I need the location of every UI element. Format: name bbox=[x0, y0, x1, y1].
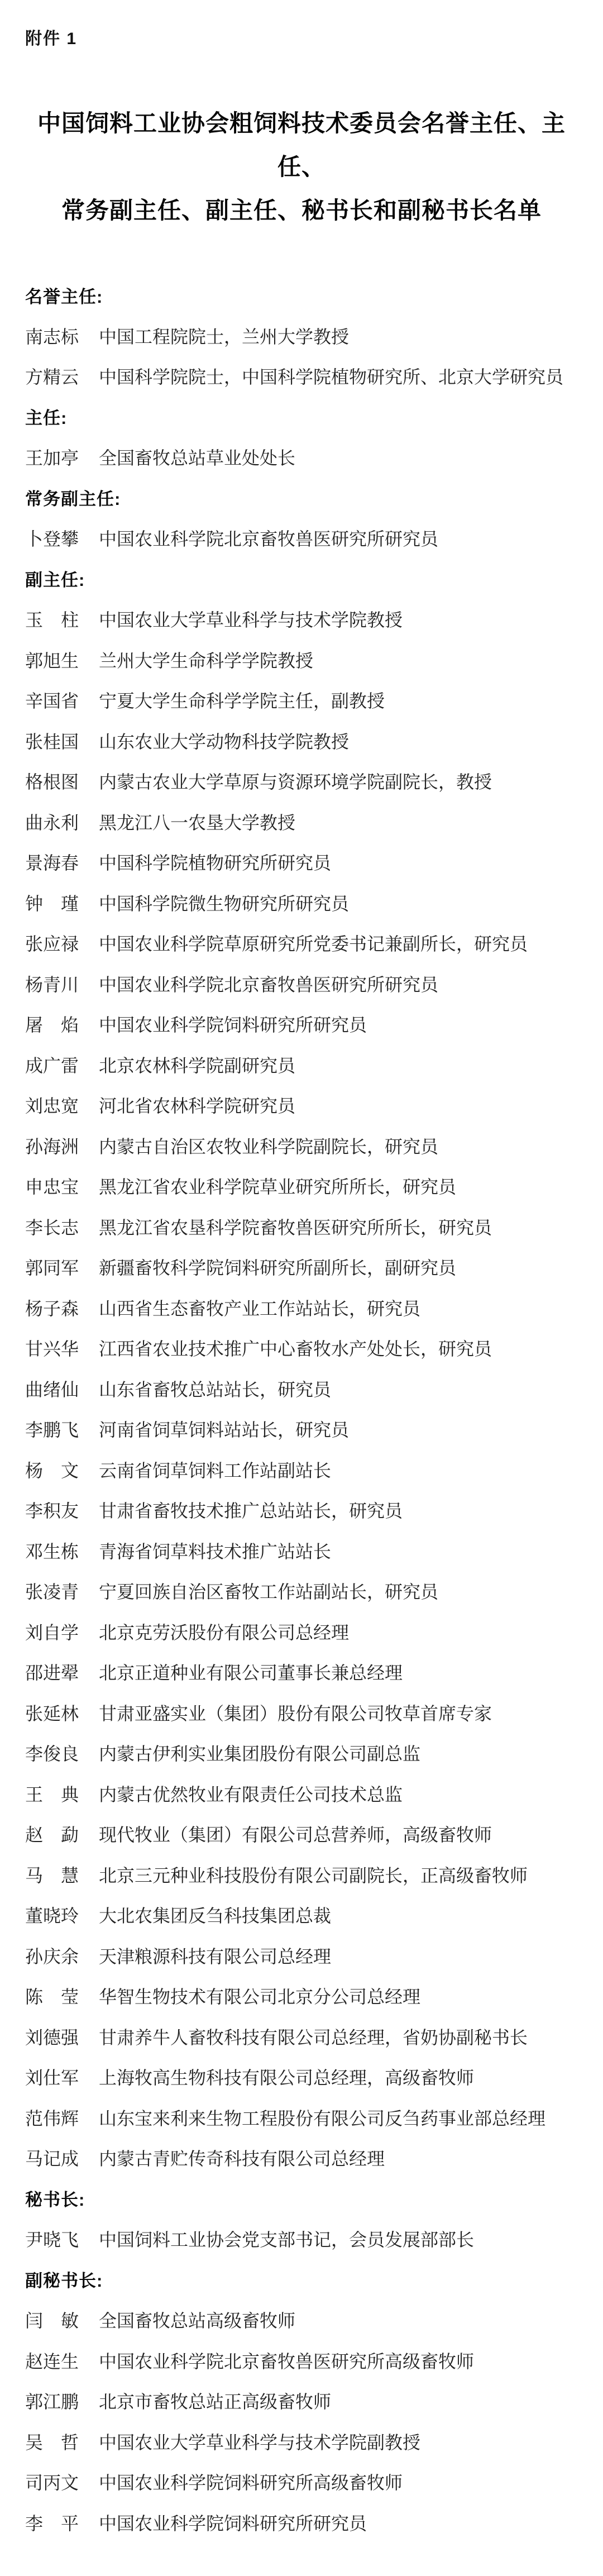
member-name: 刘自学 bbox=[25, 1621, 79, 1643]
member-name: 李鹏飞 bbox=[25, 1419, 79, 1441]
member-title: 山东宝来利来生物工程股份有限公司反刍药事业部总经理 bbox=[99, 2107, 546, 2129]
roster-row bbox=[25, 2421, 578, 2462]
roster-row bbox=[25, 1125, 578, 1166]
member-name: 杨 文 bbox=[25, 1459, 79, 1481]
member-title: 内蒙古自治区农牧业科学院副院长，研究员 bbox=[99, 1136, 439, 1157]
roster-row bbox=[25, 2340, 578, 2381]
member-title: 现代牧业（集团）有限公司总营养师，高级畜牧师 bbox=[99, 1824, 492, 1846]
member-title: 大北农集团反刍科技集团总裁 bbox=[99, 1905, 332, 1927]
roster-row bbox=[25, 1490, 578, 1530]
section-heading: 常务副主任: bbox=[25, 489, 121, 509]
member-title: 云南省饲草饲料工作站副站长 bbox=[99, 1459, 332, 1481]
roster-row bbox=[25, 680, 578, 721]
member-title: 甘肃省畜牧技术推广总站站长，研究员 bbox=[99, 1500, 403, 1522]
member-title: 中国饲料工业协会党支部书记，会员发展部部长 bbox=[99, 2229, 475, 2251]
member-name: 钟 瑾 bbox=[25, 893, 79, 914]
roster-row bbox=[25, 2219, 578, 2259]
member-name: 范伟辉 bbox=[25, 2107, 79, 2129]
roster-row bbox=[25, 2138, 578, 2178]
roster-row bbox=[25, 518, 578, 559]
member-title: 北京正道种业有限公司董事长兼总经理 bbox=[99, 1662, 403, 1684]
roster-row bbox=[25, 1571, 578, 1611]
member-title: 宁夏大学生命科学学院主任，副教授 bbox=[99, 690, 385, 712]
roster-row bbox=[25, 2097, 578, 2138]
member-name: 杨子森 bbox=[25, 1297, 79, 1319]
member-name: 曲绪仙 bbox=[25, 1378, 79, 1400]
member-title: 黑龙江省农垦科学院畜牧兽医研究所所长，研究员 bbox=[99, 1217, 492, 1238]
member-name: 刘德强 bbox=[25, 2026, 79, 2048]
roster-row bbox=[25, 2016, 578, 2057]
roster-row bbox=[25, 1328, 578, 1368]
member-name: 郭旭生 bbox=[25, 650, 79, 671]
roster-row bbox=[25, 640, 578, 680]
section-heading: 名誉主任: bbox=[25, 287, 103, 307]
member-title: 中国科学院微生物研究所研究员 bbox=[99, 893, 350, 914]
roster-row bbox=[25, 761, 578, 802]
roster-row bbox=[25, 1004, 578, 1044]
roster-row bbox=[25, 1449, 578, 1490]
member-title: 内蒙古农业大学草原与资源环境学院副院长，教授 bbox=[99, 771, 492, 793]
page-title-line-2: 常务副主任、副主任、秘书长和副秘书长名单 bbox=[61, 197, 542, 223]
member-name: 赵连生 bbox=[25, 2350, 79, 2372]
roster-row bbox=[25, 1044, 578, 1085]
roster-row bbox=[25, 1530, 578, 1571]
roster-row bbox=[25, 2502, 578, 2543]
member-name: 赵 勐 bbox=[25, 1824, 79, 1846]
roster-row bbox=[25, 882, 578, 923]
roster-row bbox=[25, 1976, 578, 2016]
member-name: 马记成 bbox=[25, 2148, 79, 2170]
member-title: 中国农业大学草业科学与技术学院副教授 bbox=[99, 2431, 421, 2453]
member-title: 河北省农林科学院研究员 bbox=[99, 1095, 296, 1117]
member-title: 全国畜牧总站草业处处长 bbox=[99, 447, 296, 469]
roster-row bbox=[25, 1814, 578, 1854]
member-title: 新疆畜牧科学院饲料研究所副所长，副研究员 bbox=[99, 1257, 457, 1279]
member-title: 中国科学院院士，中国科学院植物研究所、北京大学研究员 bbox=[99, 366, 564, 388]
member-title: 北京克劳沃股份有限公司总经理 bbox=[99, 1621, 350, 1643]
member-name: 李长志 bbox=[25, 1217, 79, 1238]
member-title: 内蒙古伊利实业集团股份有限公司副总监 bbox=[99, 1743, 421, 1765]
roster-row bbox=[25, 923, 578, 963]
roster-row bbox=[25, 1935, 578, 1976]
member-name: 张应禄 bbox=[25, 933, 79, 955]
member-title: 北京农林科学院副研究员 bbox=[99, 1055, 296, 1076]
member-title: 中国农业科学院饲料研究所研究员 bbox=[99, 2512, 367, 2534]
member-name: 屠 焰 bbox=[25, 1014, 79, 1036]
member-title: 全国畜牧总站高级畜牧师 bbox=[99, 2310, 296, 2332]
member-title: 河南省饲草饲料站站长，研究员 bbox=[99, 1419, 350, 1441]
member-title: 上海牧高生物科技有限公司总经理，高级畜牧师 bbox=[99, 2067, 475, 2089]
member-title: 天津粮源科技有限公司总经理 bbox=[99, 1945, 332, 1967]
member-title: 内蒙古青贮传奇科技有限公司总经理 bbox=[99, 2148, 385, 2170]
member-name: 景海春 bbox=[25, 852, 79, 874]
roster-row bbox=[25, 1692, 578, 1733]
member-name: 孙庆余 bbox=[25, 1945, 79, 1967]
member-name: 李 平 bbox=[25, 2512, 79, 2534]
member-name: 尹晓飞 bbox=[25, 2229, 79, 2251]
roster-row bbox=[25, 721, 578, 761]
roster-list bbox=[25, 275, 578, 2542]
roster-row bbox=[25, 1206, 578, 1247]
roster-row bbox=[25, 1733, 578, 1773]
member-name: 王加亭 bbox=[25, 447, 79, 469]
member-title: 甘肃亚盛实业（集团）股份有限公司牧草首席专家 bbox=[99, 1702, 492, 1724]
member-title: 宁夏回族自治区畜牧工作站副站长，研究员 bbox=[99, 1581, 439, 1603]
roster-row bbox=[25, 802, 578, 842]
member-name: 张凌青 bbox=[25, 1581, 79, 1603]
member-title: 中国工程院院士，兰州大学教授 bbox=[99, 326, 350, 347]
member-name: 南志标 bbox=[25, 326, 79, 347]
roster-row bbox=[25, 1085, 578, 1125]
section-heading: 副主任: bbox=[25, 570, 85, 590]
member-title: 中国农业科学院饲料研究所研究员 bbox=[99, 1014, 367, 1036]
roster-row bbox=[25, 1854, 578, 1895]
roster-row bbox=[25, 437, 578, 478]
roster-row bbox=[25, 2461, 578, 2502]
roster-row bbox=[25, 1773, 578, 1814]
roster-row bbox=[25, 1368, 578, 1409]
member-name: 甘兴华 bbox=[25, 1338, 79, 1360]
member-title: 中国农业科学院北京畜牧兽医研究所研究员 bbox=[99, 974, 439, 995]
member-name: 陈 莹 bbox=[25, 1986, 79, 2008]
member-name: 卜登攀 bbox=[25, 528, 79, 550]
member-name: 闫 敏 bbox=[25, 2310, 79, 2332]
page-title bbox=[25, 102, 578, 232]
member-title: 北京市畜牧总站正高级畜牧师 bbox=[99, 2391, 332, 2413]
roster-row bbox=[25, 1895, 578, 1935]
member-name: 刘忠宽 bbox=[25, 1095, 79, 1117]
member-title: 中国农业科学院北京畜牧兽医研究所高级畜牧师 bbox=[99, 2350, 475, 2372]
member-title: 青海省饲草料技术推广站站长 bbox=[99, 1540, 332, 1562]
member-name: 刘仕军 bbox=[25, 2067, 79, 2089]
member-title: 中国农业科学院草原研究所党委书记兼副所长，研究员 bbox=[99, 933, 528, 955]
member-title: 黑龙江省农业科学院草业研究所所长，研究员 bbox=[99, 1176, 457, 1198]
member-name: 李积友 bbox=[25, 1500, 79, 1522]
member-name: 吴 哲 bbox=[25, 2431, 79, 2453]
member-name: 申忠宝 bbox=[25, 1176, 79, 1198]
member-name: 孙海洲 bbox=[25, 1136, 79, 1157]
member-title: 甘肃养牛人畜牧科技有限公司总经理，省奶协副秘书长 bbox=[99, 2026, 528, 2048]
member-name: 李俊良 bbox=[25, 1743, 79, 1765]
member-name: 邵进翚 bbox=[25, 1662, 79, 1684]
member-title: 山东省畜牧总站站长，研究员 bbox=[99, 1378, 332, 1400]
member-title: 江西省农业技术推广中心畜牧水产处处长，研究员 bbox=[99, 1338, 492, 1360]
roster-row bbox=[25, 1247, 578, 1287]
member-title: 华智生物技术有限公司北京分公司总经理 bbox=[99, 1986, 421, 2008]
roster-row bbox=[25, 842, 578, 882]
roster-row bbox=[25, 1409, 578, 1449]
roster-row bbox=[25, 2381, 578, 2421]
roster-row bbox=[25, 599, 578, 640]
member-title: 兰州大学生命科学学院教授 bbox=[99, 650, 314, 671]
roster-row bbox=[25, 1287, 578, 1328]
member-title: 内蒙古优然牧业有限责任公司技术总监 bbox=[99, 1783, 403, 1805]
roster-row bbox=[25, 1166, 578, 1206]
roster-row bbox=[25, 1611, 578, 1652]
member-name: 成广雷 bbox=[25, 1055, 79, 1076]
member-title: 黑龙江八一农垦大学教授 bbox=[99, 812, 296, 833]
member-title: 中国农业大学草业科学与技术学院教授 bbox=[99, 609, 403, 631]
member-title: 北京三元种业科技股份有限公司副院长，正高级畜牧师 bbox=[99, 1864, 528, 1886]
member-title: 山东农业大学动物科技学院教授 bbox=[99, 731, 350, 752]
attachment-label: 附件 1 bbox=[25, 30, 78, 48]
roster-row bbox=[25, 1652, 578, 1692]
member-title: 中国科学院植物研究所研究员 bbox=[99, 852, 332, 874]
member-name: 董晓玲 bbox=[25, 1905, 79, 1927]
section-heading: 副秘书长: bbox=[25, 2271, 103, 2291]
member-name: 辛国省 bbox=[25, 690, 79, 712]
section-heading: 秘书长: bbox=[25, 2190, 85, 2210]
roster-row bbox=[25, 316, 578, 356]
roster-row bbox=[25, 2300, 578, 2340]
roster-row bbox=[25, 963, 578, 1004]
roster-row bbox=[25, 2057, 578, 2097]
member-title: 山西省生态畜牧产业工作站站长，研究员 bbox=[99, 1297, 421, 1319]
member-name: 郭江鹏 bbox=[25, 2391, 79, 2413]
member-name: 邓生栋 bbox=[25, 1540, 79, 1562]
member-name: 司丙文 bbox=[25, 2472, 79, 2494]
member-name: 郭同军 bbox=[25, 1257, 79, 1279]
member-name: 格根图 bbox=[25, 771, 79, 793]
member-name: 马 慧 bbox=[25, 1864, 79, 1886]
member-name: 曲永利 bbox=[25, 812, 79, 833]
member-name: 张延林 bbox=[25, 1702, 79, 1724]
member-title: 中国农业科学院北京畜牧兽医研究所研究员 bbox=[99, 528, 439, 550]
roster-row bbox=[25, 356, 578, 397]
member-title: 中国农业科学院饲料研究所高级畜牧师 bbox=[99, 2472, 403, 2494]
member-name: 张桂国 bbox=[25, 731, 79, 752]
section-heading: 主任: bbox=[25, 408, 68, 428]
page-title-line-1: 中国饲料工业协会粗饲料技术委员会名誉主任、主任、 bbox=[37, 110, 566, 180]
member-name: 方精云 bbox=[25, 366, 79, 388]
member-name: 王 典 bbox=[25, 1783, 79, 1805]
member-name: 玉 柱 bbox=[25, 609, 79, 631]
member-name: 杨青川 bbox=[25, 974, 79, 995]
